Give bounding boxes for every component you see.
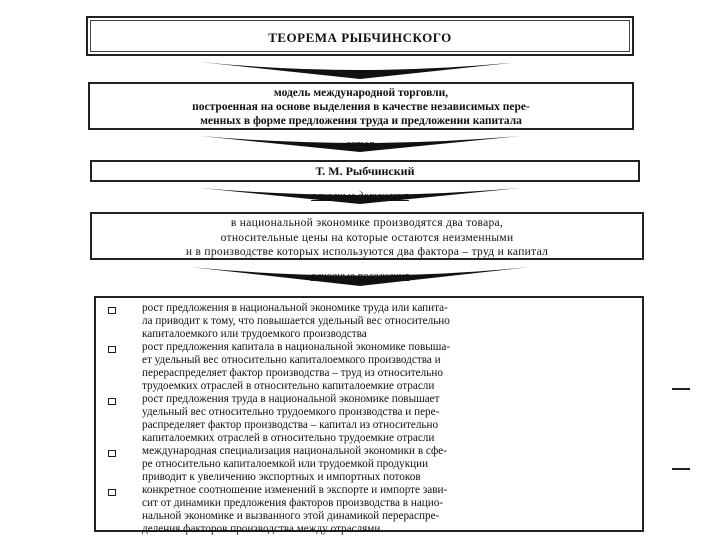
bullet-square-icon bbox=[108, 398, 116, 405]
provision-line: капиталоемких отраслей в относительно трудоемкие отрасли bbox=[142, 432, 435, 444]
provision-line: международная специализация национальной экономики в сфе- bbox=[142, 445, 447, 457]
provision-item bbox=[106, 484, 634, 536]
author-name: Т. М. Рыбчинский bbox=[315, 164, 415, 178]
provision-line: распределяет фактор производства – капитал из относительно bbox=[142, 419, 439, 431]
provision-item bbox=[106, 302, 634, 341]
theorem-title-box bbox=[86, 16, 634, 56]
assumptions-box bbox=[90, 212, 644, 260]
model-line: построенная на основе выделения в качестве независимых пере- bbox=[192, 101, 530, 113]
arrow-1 bbox=[200, 62, 520, 79]
provision-item bbox=[106, 445, 634, 484]
bullet-square-icon bbox=[108, 450, 116, 457]
model-line: модель международной торговли, bbox=[273, 87, 449, 99]
provision-line: трудоемких отраслей в относительно капиталоемкие отрасли bbox=[142, 380, 435, 392]
theorem-title: ТЕОРЕМА РЫБЧИНСКОГО bbox=[268, 30, 452, 45]
provision-line: ла приводит к тому, что повышается удельный вес относительно bbox=[142, 315, 450, 327]
margin-mark bbox=[672, 388, 690, 390]
provisions-label: основные положения bbox=[310, 270, 410, 282]
author-box bbox=[90, 160, 640, 182]
provision-line: нальной экономике и вызванного этой динамикой перераспре- bbox=[142, 510, 440, 522]
provision-item bbox=[106, 341, 634, 393]
margin-mark bbox=[672, 468, 690, 470]
provision-item bbox=[106, 393, 634, 445]
provision-line: деления факторов производства между отраслями bbox=[142, 523, 381, 535]
assumption-line: относительные цены на которые остаются неизменными bbox=[220, 231, 514, 244]
provision-line: перераспределяет фактор производства – труд из относительно bbox=[142, 367, 443, 379]
provision-line: ет удельный вес относительно капиталоемкого производства и bbox=[142, 354, 441, 366]
assumptions-label: основные допущения bbox=[311, 190, 409, 202]
provisions-box bbox=[94, 296, 644, 535]
model-box bbox=[88, 82, 634, 130]
provision-line: сит от динамики предложения факторов производства в нацио- bbox=[142, 497, 444, 509]
provision-line: рост предложения труда в национальной экономике повышает bbox=[142, 393, 440, 405]
provision-line: рост предложения в национальной экономике труда или капита- bbox=[142, 302, 448, 314]
provision-line: приводит к увеличению экспортных и импортных потоков bbox=[142, 471, 421, 483]
bullet-square-icon bbox=[108, 346, 116, 353]
provision-line: рост предложения капитала в национальной экономике повыша- bbox=[142, 341, 451, 353]
bullet-square-icon bbox=[108, 489, 116, 496]
model-line: менных в форме предложения труда и предложении капитала bbox=[200, 115, 522, 127]
provision-line: удельный вес относительно трудоемкого производства и пере- bbox=[142, 406, 440, 418]
provision-line: конкретное соотношение изменений в экспорте и импорте зави- bbox=[142, 484, 448, 496]
assumption-line: в национальной экономике производятся два товара, bbox=[230, 217, 504, 229]
provision-line: капиталоемкого или трудоемкого производства bbox=[142, 328, 367, 340]
author-label: автор bbox=[345, 138, 375, 150]
assumption-line: и в производстве которых используются два фактора – труд и капитал bbox=[185, 246, 549, 258]
bullet-square-icon bbox=[108, 307, 116, 314]
provision-line: ре относительно капиталоемкой или трудоемкой продукции bbox=[142, 458, 429, 470]
